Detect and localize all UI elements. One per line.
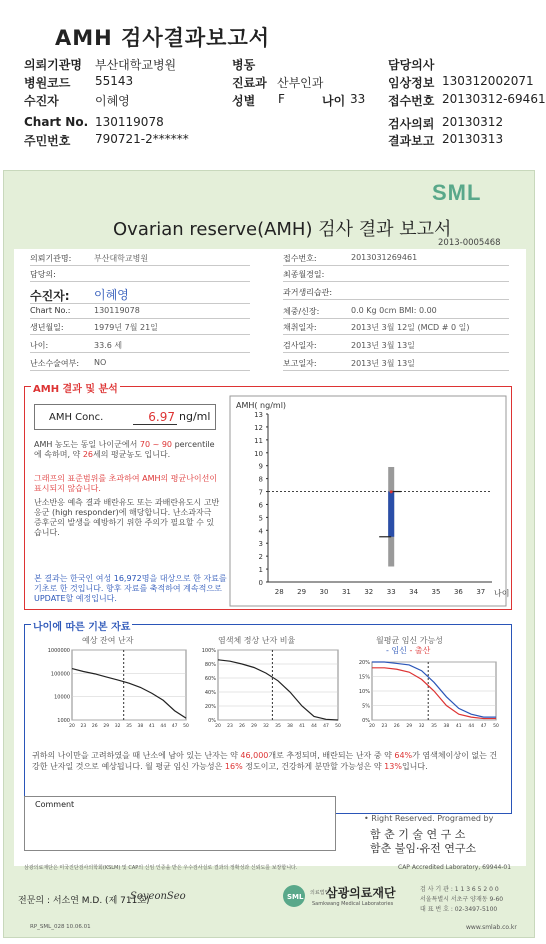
report-field-label: 접수번호: <box>283 254 317 263</box>
report-field-label: 과거생리습관: <box>283 288 333 297</box>
y-tick-label: 20% <box>204 704 216 710</box>
header-field-value: 부산대학교병원 <box>95 58 177 72</box>
y-tick-label: 8 <box>258 475 263 484</box>
y-tick-label: 80% <box>204 662 216 668</box>
amh-value: 6.97 <box>133 410 177 425</box>
y-tick-label: 0% <box>362 718 370 724</box>
y-tick-label: 3 <box>258 540 263 549</box>
header-field-value: 33 <box>350 92 366 106</box>
remaining-eggs-chart <box>32 644 192 740</box>
y-tick-label: 100% <box>201 648 216 654</box>
amh-chart <box>230 396 510 606</box>
x-tick-label: 41 <box>148 724 155 729</box>
document-number: 2013-0005468 <box>438 238 501 248</box>
header-field-label: Chart No. <box>24 115 89 129</box>
x-tick-label: 44 <box>468 724 475 729</box>
field-underline <box>30 265 250 266</box>
header-field-value: 55143 <box>95 74 134 88</box>
header-field-label: 성별 <box>232 94 256 108</box>
x-tick-label: 35 <box>126 724 132 729</box>
header-field-label: 나이 <box>322 94 346 108</box>
report-field-label: 보고일자: <box>283 359 317 368</box>
y-tick-label: 40% <box>204 690 216 696</box>
header-field-value: 130312002071 <box>442 74 534 88</box>
y-tick-label: 1000000 <box>47 648 70 654</box>
report-header-title: AMH 검사결과보고서 <box>55 26 271 50</box>
patient-field-value: 33.6 세 <box>94 341 123 350</box>
header-field-value: 20130312-69461 <box>442 92 546 106</box>
x-tick-label: 23 <box>381 724 388 729</box>
y-axis-title: AMH( ng/ml) <box>236 401 287 410</box>
sml-logo: SML <box>432 180 482 205</box>
report-field-value: 2013031269461 <box>351 253 418 262</box>
contact-3: 대 표 번 호 : 02-3497-5100 <box>420 906 498 913</box>
rights-text: • Right Reserved. Programed by <box>364 814 494 823</box>
x-tick-label: 35 <box>431 588 441 596</box>
field-underline <box>283 370 509 371</box>
x-tick-label: 38 <box>287 724 293 729</box>
x-tick-label: 26 <box>91 724 98 729</box>
amh-conc-box <box>34 404 216 430</box>
report-field-value: 2013년 3월 13일 <box>351 341 415 350</box>
chart-frame <box>230 396 506 606</box>
patient-field-value: 이혜영 <box>94 288 129 302</box>
patient-amh-point <box>390 490 393 493</box>
field-underline <box>283 318 509 319</box>
header-field-value: 이혜영 <box>95 94 130 108</box>
patient-field-value: 1979년 7월 21일 <box>94 323 158 332</box>
svg-text:SML: SML <box>287 893 304 901</box>
patient-field-value: 부산대학교병원 <box>94 254 149 263</box>
x-tick-label: 26 <box>239 724 245 729</box>
field-underline <box>283 334 509 335</box>
age-section-title: 나이에 따른 기본 자료 <box>31 618 132 633</box>
y-tick-label: 12 <box>254 423 263 432</box>
header-field-label: 주민번호 <box>24 134 71 148</box>
y-tick-label: 60% <box>204 676 216 682</box>
x-tick-label: 32 <box>114 724 121 729</box>
x-tick-label: 20 <box>69 724 75 729</box>
report-field-label: 최종월경일: <box>283 270 325 279</box>
report-field-label: 채취일자: <box>283 323 317 332</box>
field-underline <box>30 370 250 371</box>
y-tick-label: 7 <box>258 488 263 497</box>
patient-field-label: 담당의: <box>30 270 56 279</box>
amh-unit: ng/ml <box>179 410 211 423</box>
y-tick-label: 10% <box>358 689 370 695</box>
x-tick-label: 20 <box>369 724 375 729</box>
x-tick-label: 28 <box>274 588 284 596</box>
header-field-label: 병원코드 <box>24 76 71 90</box>
ovarian-response: 난소반응 예측 결과 배란유도 또는 과배란유도시 고반응군 (high responder)에 해당합니다. 난소과자극 증후군의 발생을 예방하기 위한 주의가 필요할 수 있습니다. <box>34 498 220 537</box>
report-field-value: 2013년 3월 12일 (MCD # 0 일) <box>351 323 470 332</box>
y-tick-label: 10 <box>254 449 263 458</box>
x-tick-label: 35 <box>275 724 281 729</box>
field-underline <box>30 281 250 282</box>
field-underline <box>283 299 509 300</box>
y-tick-label: 11 <box>254 436 263 445</box>
patient-field-label: 생년월일: <box>30 323 64 332</box>
contact-1: 검 사 기 관 : 1 1 3 6 5 2 0 0 <box>420 886 499 893</box>
pregnancy-chance-chart <box>346 656 502 740</box>
x-tick-label: 29 <box>103 724 110 729</box>
x-tick-label: 38 <box>443 724 450 729</box>
report-title: Ovarian reserve(AMH) 검사 결과 보고서 <box>113 219 452 240</box>
y-tick-label: 1 <box>258 566 263 575</box>
header-field-label: 접수번호 <box>388 94 435 108</box>
header-field-label: 수진자 <box>24 94 59 108</box>
foundation-logo-icon <box>282 884 306 908</box>
form-number: RP_SML_028 10.06.01 <box>30 924 91 930</box>
x-tick-label: 33 <box>386 588 396 596</box>
x-tick-label: 37 <box>476 588 486 596</box>
header-field-label: 검사의뢰 <box>388 117 435 131</box>
y-tick-label: 2 <box>258 553 263 562</box>
header-field-label: 병동 <box>232 58 256 72</box>
x-tick-label: 50 <box>493 724 499 729</box>
signature: SoyeonSeo <box>130 891 186 902</box>
report-field-label: 검사일자: <box>283 341 317 350</box>
x-tick-label: 31 <box>341 588 351 596</box>
pregnancy-legend: - 임신 - 출산 <box>386 646 431 655</box>
field-underline <box>283 281 509 282</box>
header-field-label: 의뢰기관명 <box>24 58 82 72</box>
interquartile-box <box>388 492 394 537</box>
field-underline <box>30 334 250 335</box>
field-underline <box>283 265 509 266</box>
x-axis-title: 나이 <box>494 589 510 598</box>
patient-field-value: NO <box>94 358 107 367</box>
patient-field-label: 나이: <box>30 341 49 350</box>
x-tick-label: 23 <box>227 724 233 729</box>
header-field-label: 담당의사 <box>388 58 435 72</box>
y-tick-label: 10000 <box>54 694 70 701</box>
y-tick-label: 20% <box>358 660 370 666</box>
cap-note: CAP Accredited Laboratory, 69944-01 <box>398 864 512 871</box>
amh-conc-label: AMH Conc. <box>49 412 104 423</box>
header-field-label: 진료과 <box>232 76 267 90</box>
x-tick-label: 44 <box>160 724 167 729</box>
remaining-eggs-title: 예상 잔여 난자 <box>82 636 134 645</box>
y-tick-label: 5% <box>362 703 370 710</box>
header-field-label: 결과보고 <box>388 134 435 148</box>
x-tick-label: 41 <box>299 724 305 729</box>
x-tick-label: 47 <box>323 724 329 729</box>
foundation-name: 삼광의료재단 <box>326 886 396 900</box>
x-tick-label: 23 <box>80 724 87 729</box>
report-field-value: 2013년 3월 13일 <box>351 359 415 368</box>
x-tick-label: 29 <box>406 724 413 729</box>
y-tick-label: 0% <box>208 718 216 724</box>
report-field-label: 체중/신장: <box>283 307 320 316</box>
x-tick-label: 35 <box>431 724 437 729</box>
y-tick-label: 9 <box>258 462 263 471</box>
header-field-value: F <box>278 92 285 106</box>
x-tick-label: 32 <box>263 724 269 729</box>
field-underline <box>283 352 509 353</box>
x-tick-label: 47 <box>171 724 178 729</box>
x-tick-label: 20 <box>215 724 221 729</box>
mini-plot-frame <box>218 650 338 720</box>
header-field-value: 20130313 <box>442 132 504 146</box>
signer: 전문의 : 서소연 M.D. (제 711호) <box>18 896 150 906</box>
comment-label: Comment <box>35 800 75 809</box>
y-tick-label: 4 <box>258 527 263 536</box>
y-tick-label: 5 <box>258 514 263 523</box>
lab-name-2: 함춘 불임·유전 연구소 <box>370 842 477 855</box>
amh-note: 그래프의 표준범위를 초과하여 AMH의 평균나이선이 표시되지 않습니다. <box>34 474 218 493</box>
x-tick-label: 32 <box>418 724 425 729</box>
normal-egg-ratio-chart <box>194 644 344 740</box>
patient-field-label: 의뢰기관명: <box>30 254 72 263</box>
x-tick-label: 36 <box>453 588 463 596</box>
patient-field-value: 130119078 <box>94 306 140 315</box>
y-tick-label: 13 <box>254 411 263 419</box>
x-tick-label: 29 <box>297 588 307 596</box>
y-tick-label: 100000 <box>50 671 70 678</box>
normal-egg-ratio-title: 염색체 정상 난자 비율 <box>218 636 296 645</box>
x-tick-label: 47 <box>480 724 487 729</box>
patient-field-label: 수진자: <box>30 289 70 303</box>
x-tick-label: 50 <box>183 724 189 729</box>
header-field-value: 130119078 <box>95 115 164 129</box>
mini-plot-frame <box>72 650 186 720</box>
pregnancy-chance-title: 월평균 임신 가능성 <box>376 636 443 645</box>
header-field-value: 790721-2****** <box>95 132 189 146</box>
amh-interpretation: AMH 농도는 동일 나이군에서 70 ~ 90 percentile에 속하며, 약 26세의 평균농도 입니다. <box>34 440 215 459</box>
data-source-note: 본 결과는 한국인 여성 16,972명을 대상으로 한 자료를 기초로 한 것입니다. 향후 자료를 축적하여 계속적으로 UPDATE할 예정입니다. <box>34 574 227 603</box>
header-field-value: 산부인과 <box>277 76 324 90</box>
x-tick-label: 41 <box>455 724 462 729</box>
foundation-name-en: Samkwang Medical Laboratories <box>312 901 394 907</box>
x-tick-label: 30 <box>319 588 329 596</box>
field-underline <box>30 318 250 319</box>
lab-name-1: 함 춘 기 술 연 구 소 <box>370 828 466 841</box>
x-tick-label: 50 <box>335 724 341 729</box>
foundation-prefix: 의료법인 <box>310 890 330 896</box>
accreditation-note: 삼광의료재단은 미국진단검사의학회(KSLM) 및 CAP의 신임 인증을 받은 우수검사실로 결과의 정확성과 신뢰도를 보장합니다. <box>24 865 298 871</box>
y-tick-label: 1000 <box>57 718 70 724</box>
y-tick-label: 0 <box>258 579 263 587</box>
y-tick-label: 6 <box>258 501 263 510</box>
contact-2: 서울특별시 서초구 양재동 9-60 <box>420 896 504 903</box>
patient-field-label: 난소수술여부: <box>30 359 80 368</box>
report-field-value: 0.0 Kg 0cm BMI: 0.00 <box>351 306 437 315</box>
header-field-label: 임상정보 <box>388 76 435 90</box>
comment-box <box>24 796 336 851</box>
header-field-value: 20130312 <box>442 115 504 129</box>
x-tick-label: 32 <box>364 588 374 596</box>
field-underline <box>30 352 250 353</box>
y-tick-label: 15% <box>358 674 370 681</box>
x-tick-label: 38 <box>137 724 144 729</box>
website: www.smlab.co.kr <box>466 924 517 931</box>
x-tick-label: 34 <box>409 588 419 596</box>
patient-field-label: Chart No.: <box>30 306 71 315</box>
field-underline <box>30 303 250 304</box>
age-summary: 귀하의 나이만을 고려하였을 때 난소에 남아 있는 난자는 약 46,000개로 추정되며, 배란되는 난자 중 약 64%가 염색체이상이 없는 건강한 난자일 것으로 예상됩니다. 월 평균 임신 가능성은 16% 정도이고, 건강하게 분만할 가능성은 약 13%입니다. <box>32 751 498 771</box>
amh-section-title: AMH 결과 및 분석 <box>31 380 120 395</box>
x-tick-label: 29 <box>251 724 257 729</box>
x-tick-label: 26 <box>393 724 400 729</box>
x-tick-label: 44 <box>311 724 317 729</box>
